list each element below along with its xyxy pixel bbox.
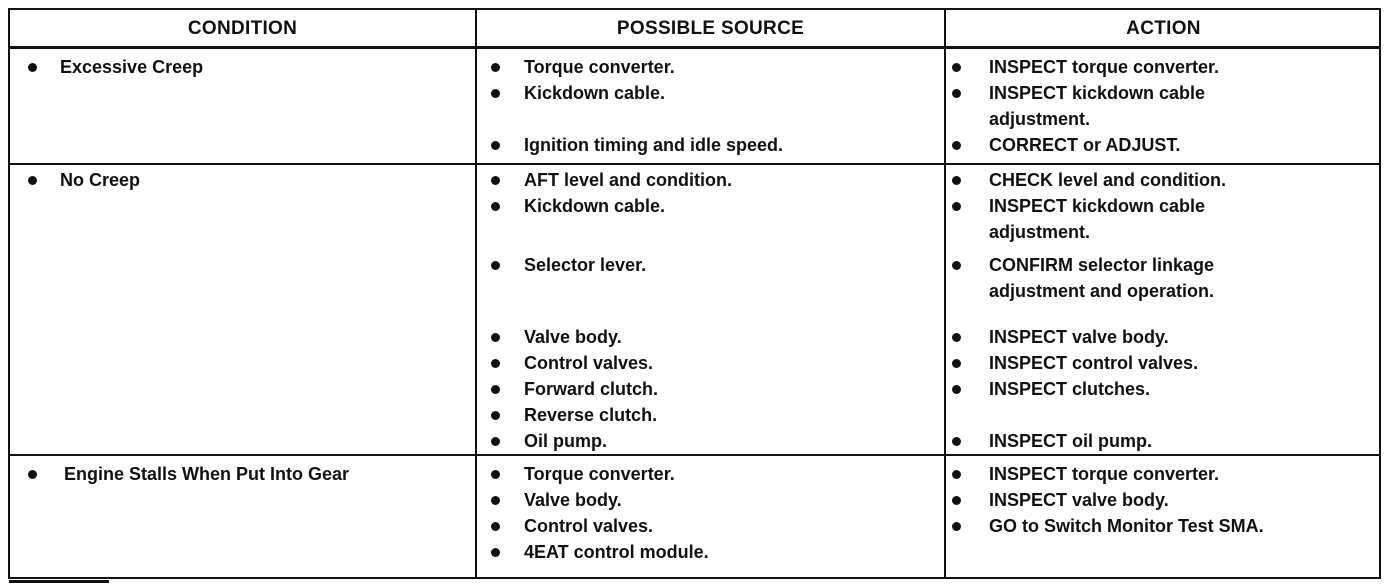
condition-text: No Creep [60, 170, 141, 190]
bullet-icon [491, 385, 500, 394]
action-item: INSPECT valve body. [989, 490, 1169, 510]
action-item-continued: adjustment. [989, 109, 1091, 129]
header-action: ACTION [1126, 18, 1201, 39]
action-item-continued: adjustment and operation. [989, 281, 1215, 301]
bullet-icon [952, 141, 961, 150]
source-item: Forward clutch. [524, 379, 659, 399]
bullet-icon [491, 141, 500, 150]
action-item: GO to Switch Monitor Test SMA. [989, 516, 1264, 536]
bullet-icon [952, 202, 961, 211]
action-item: INSPECT valve body. [989, 327, 1169, 347]
bullet-icon [491, 496, 500, 505]
bullet-icon [491, 176, 500, 185]
bullet-icon [491, 333, 500, 342]
bullet-icon [28, 63, 37, 72]
bullet-icon [28, 176, 37, 185]
bullet-icon [952, 333, 961, 342]
bullet-icon [952, 470, 961, 479]
bullet-icon [491, 548, 500, 557]
action-item: INSPECT control valves. [989, 353, 1199, 373]
bullet-icon [952, 63, 961, 72]
bullet-icon [952, 89, 961, 98]
row-divider-2 [10, 454, 1379, 456]
source-item: 4EAT control module. [524, 542, 709, 562]
action-item: INSPECT kickdown cable [989, 196, 1206, 216]
bullet-icon [491, 522, 500, 531]
action-item: INSPECT kickdown cable [989, 83, 1206, 103]
diagnosis-table [8, 8, 1381, 579]
source-item: Reverse clutch. [524, 405, 658, 425]
condition-text: Engine Stalls When Put Into Gear [64, 464, 350, 484]
action-item: INSPECT oil pump. [989, 431, 1153, 451]
bullet-icon [952, 437, 961, 446]
bullet-icon [491, 261, 500, 270]
bullet-icon [491, 411, 500, 420]
source-item: Valve body. [524, 490, 622, 510]
header-condition: CONDITION [187, 18, 298, 39]
bullet-icon [952, 176, 961, 185]
row-divider-1 [10, 163, 1379, 165]
action-item-continued: adjustment. [989, 222, 1091, 242]
action-item: CONFIRM selector linkage [989, 255, 1215, 275]
column-divider-1 [475, 10, 477, 577]
source-item: Control valves. [524, 353, 654, 373]
action-item: INSPECT clutches. [989, 379, 1151, 399]
source-item: Kickdown cable. [524, 83, 666, 103]
source-item: Oil pump. [524, 431, 607, 451]
source-item: Ignition timing and idle speed. [524, 135, 784, 155]
bullet-icon [952, 496, 961, 505]
source-item: Selector lever. [524, 255, 647, 275]
column-divider-2 [944, 10, 946, 577]
footer-rule [9, 580, 109, 583]
source-item: Kickdown cable. [524, 196, 666, 216]
source-item: Control valves. [524, 516, 654, 536]
action-item: CHECK level and condition. [989, 170, 1227, 190]
bullet-icon [491, 437, 500, 446]
bullet-icon [491, 359, 500, 368]
bullet-icon [952, 261, 961, 270]
source-item: Torque converter. [524, 464, 675, 484]
action-item: INSPECT torque converter. [989, 464, 1220, 484]
bullet-icon [491, 470, 500, 479]
bullet-icon [491, 63, 500, 72]
header-possible-source: POSSIBLE SOURCE [616, 18, 805, 39]
condition-text: Excessive Creep [60, 57, 204, 77]
bullet-icon [491, 89, 500, 98]
bullet-icon [491, 202, 500, 211]
source-item: AFT level and condition. [524, 170, 733, 190]
action-item: CORRECT or ADJUST. [989, 135, 1181, 155]
source-item: Torque converter. [524, 57, 675, 77]
bullet-icon [952, 522, 961, 531]
action-item: INSPECT torque converter. [989, 57, 1220, 77]
bullet-icon [952, 385, 961, 394]
bullet-icon [952, 359, 961, 368]
bullet-icon [28, 470, 37, 479]
source-item: Valve body. [524, 327, 622, 347]
table-header-row [10, 10, 1379, 49]
